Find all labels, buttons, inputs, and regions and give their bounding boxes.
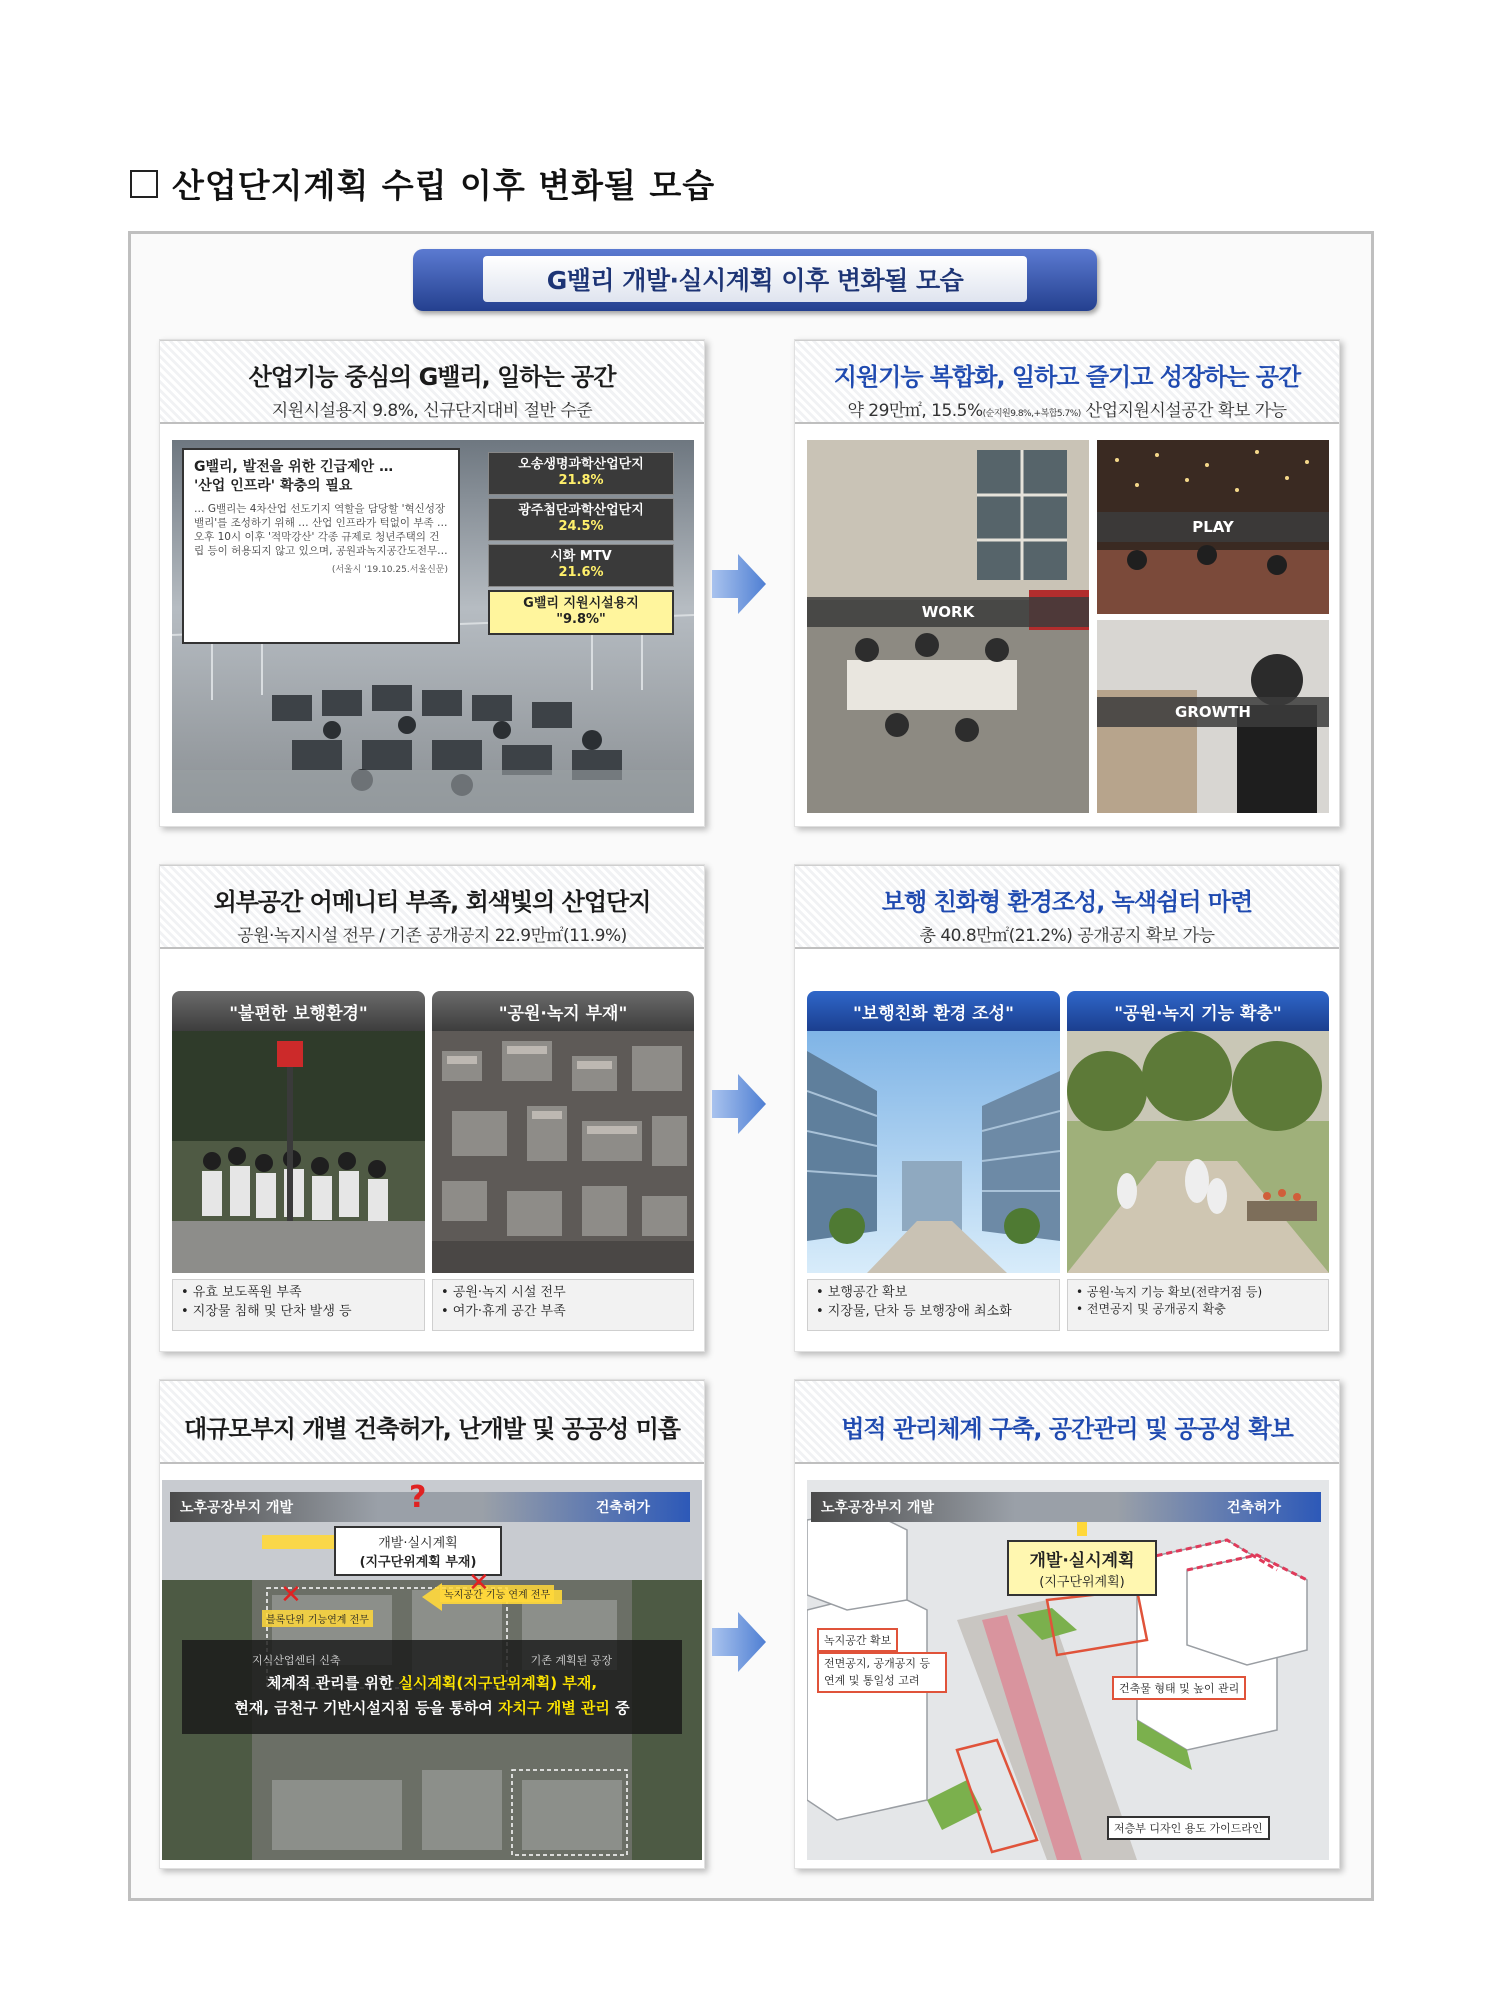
stat-name: 광주첨단과학산업단지 <box>518 503 644 518</box>
subtitle-area: 약 29만㎡, 15.5% <box>847 401 983 421</box>
plan-status: (지구단위계획) <box>1039 1575 1125 1590</box>
flow-end-label: 건축허가 <box>595 1500 650 1516</box>
caption-right: "공원·녹지 부재" <box>432 991 694 1031</box>
bullet-item: • 유효 보도폭원 부족 <box>181 1285 302 1300</box>
map-label-green: 녹지공간 기능 연계 전무 <box>440 1585 554 1602</box>
subtitle-desc: 산업지원시설공간 확보 가능 <box>1085 401 1287 421</box>
panel-header <box>160 865 704 949</box>
bullet-item: • 보행공간 확보 <box>816 1285 908 1300</box>
checkbox-icon <box>130 170 158 198</box>
panel-subtitle: 지원시설용지 9.8%, 신규단지대비 절반 수준 <box>271 401 593 421</box>
panel-title: 산업기능 중심의 G밸리, 일하는 공간 <box>248 363 616 391</box>
panel-before-2 <box>159 864 705 1352</box>
news-callout <box>182 448 460 644</box>
right-arrow-icon <box>712 1074 766 1134</box>
banner-title: G밸리 개발·실시계획 이후 변화될 모습 <box>483 256 1027 302</box>
label-open-space-link: 전면공지, 공개공지 등 연계 및 통일성 고려 <box>817 1652 947 1693</box>
note-text: 현재, 금천구 기반시설지침 등을 통하여 <box>234 1699 499 1718</box>
bullet-item: • 지장물 침해 및 단차 발생 등 <box>181 1303 352 1319</box>
callout-body: … G밸리는 4차산업 선도기지 역할을 담당할 '혁신성장밸리'를 조성하기 위해 … 산업 인프라가 턱없이 부족 … 오후 10시 이후 '적막강산' 각종 규제로 청년주택의 건립 등이 허용되지 않고 있으며, 공원과녹지공간도전무… <box>194 502 448 558</box>
note-highlight: 자치구 개별 관리 <box>498 1699 610 1718</box>
plan-label: 개발·실시계획 <box>1029 1551 1135 1571</box>
panel-header <box>160 340 704 424</box>
plan-status: (지구단위계획 부재) <box>359 1555 477 1570</box>
crowded-sidewalk-illustration <box>172 1031 425 1273</box>
stat-name: G밸리 지원시설용지 <box>523 596 639 611</box>
panel-before-3 <box>159 1379 705 1869</box>
stat-name: 오송생명과학산업단지 <box>518 457 644 472</box>
bullet-item: • 지장물, 단차 등 보행장애 최소화 <box>816 1303 1012 1319</box>
panel-before-1 <box>159 339 705 827</box>
label-building-form: 건축물 형태 및 높이 관리 <box>1112 1676 1246 1700</box>
tag-play: PLAY <box>1097 512 1329 542</box>
note-highlight: 실시계획(지구단위계획) 부재, <box>398 1673 598 1692</box>
flow-end-label: 건축허가 <box>1226 1500 1281 1516</box>
flow-start-label: 노후공장부지 개발 <box>821 1500 935 1516</box>
label-ground-guideline: 저층부 디자인 용도 가이드라인 <box>1107 1816 1270 1840</box>
stat-name: 시화 MTV <box>550 549 612 564</box>
pedestrian-street-illustration <box>807 1031 1060 1273</box>
bullet-list-left <box>172 1279 425 1331</box>
note-text: 체계적 관리를 위한 <box>266 1673 399 1692</box>
panel-header <box>795 865 1339 949</box>
label-green-space: 녹지공간 확보 <box>817 1628 898 1652</box>
caption-left: "보행친화 환경 조성" <box>807 991 1060 1031</box>
stat-item <box>488 452 674 495</box>
work-play-growth-collage <box>807 440 1329 813</box>
x-mark-icon: ✕ <box>280 1580 302 1610</box>
panel-header <box>160 1380 704 1464</box>
bullet-item: • 전면공지 및 공개공지 확충 <box>1076 1302 1226 1317</box>
green-park-illustration <box>1067 1031 1329 1273</box>
dense-city-illustration <box>432 1031 694 1273</box>
tag-growth: GROWTH <box>1097 697 1329 727</box>
bullet-item: • 공원·녹지 기능 확보(전략거점 등) <box>1076 1285 1263 1299</box>
panel-title: 대규모부지 개별 건축허가, 난개발 및 공공성 미흡 <box>184 1415 680 1443</box>
panel-title: 지원기능 복합화, 일하고 즐기고 성장하는 공간 <box>833 363 1301 391</box>
stat-value: "9.8%" <box>556 612 606 628</box>
right-arrow-icon <box>712 554 766 614</box>
subtitle-breakdown: (순지원9.8%,+복합5.7%) <box>982 409 1081 419</box>
callout-title-2: '산업 인프라' 확충의 필요 <box>194 477 353 494</box>
process-flow-bar <box>170 1492 690 1522</box>
caption-right: "공원·녹지 기능 확충" <box>1067 991 1329 1031</box>
stat-item <box>488 544 674 587</box>
caption-left: "불편한 보행환경" <box>172 991 425 1031</box>
panel-header <box>795 1380 1339 1464</box>
plan-label: 개발·실시계획 <box>378 1536 458 1551</box>
panel-subtitle: 총 40.8만㎡(21.2%) 공개공지 확보 가능 <box>919 926 1215 946</box>
panel-subtitle: 공원·녹지시설 전무 / 기존 공개공지 22.9만㎡(11.9%) <box>237 926 627 946</box>
banner <box>413 249 1097 311</box>
sidewalk-photo <box>172 1031 425 1273</box>
panel-header <box>795 340 1339 424</box>
problem-note <box>182 1640 682 1734</box>
tag-work: WORK <box>807 597 1089 627</box>
bullet-list-right <box>432 1279 694 1331</box>
panel-after-3 <box>794 1379 1340 1869</box>
panel-title: 법적 관리체계 구축, 공간관리 및 공공성 확보 <box>841 1415 1293 1443</box>
stat-value: 21.6% <box>558 565 604 581</box>
aerial-map-before <box>162 1480 702 1860</box>
map-label-block: 블록단위 기능연계 전무 <box>262 1610 373 1627</box>
aerial-photo <box>432 1031 694 1273</box>
process-flow-bar <box>811 1492 1321 1522</box>
question-mark-icon: ? <box>409 1480 427 1515</box>
stat-item-highlight <box>488 590 674 635</box>
stat-value: 21.8% <box>558 473 604 489</box>
bullet-item: • 공원·녹지 시설 전무 <box>441 1285 566 1300</box>
map-label-new: 지식산업센터 신축 <box>252 1654 341 1667</box>
note-text: 중 <box>609 1699 630 1718</box>
page-heading <box>130 160 715 207</box>
green-park-photo <box>1067 1031 1329 1273</box>
bullet-item: • 여가·휴게 공간 부족 <box>441 1303 566 1319</box>
bullet-list-right <box>1067 1279 1329 1331</box>
panel-title: 외부공간 어메니티 부족, 회색빛의 산업단지 <box>213 888 651 916</box>
stat-item <box>488 498 674 541</box>
figure-frame <box>128 231 1374 1901</box>
callout-source: (서울시 '19.10.25.서울신문) <box>331 565 448 576</box>
plan-box <box>1007 1540 1157 1596</box>
stat-value: 24.5% <box>558 519 604 535</box>
callout-title-1: G밸리, 발전을 위한 긴급제안 … <box>194 459 394 475</box>
bullet-list-left <box>807 1279 1060 1331</box>
right-arrow-icon <box>712 1612 766 1672</box>
panel-title: 보행 친화형 환경조성, 녹색쉼터 마련 <box>881 888 1253 916</box>
pedestrian-street-photo <box>807 1031 1060 1273</box>
page-title: 산업단지계획 수립 이후 변화될 모습 <box>172 166 716 205</box>
panel-subtitle <box>795 396 1339 421</box>
support-ratio-stats <box>488 452 674 640</box>
flow-start-label: 노후공장부지 개발 <box>180 1500 294 1516</box>
map-label-existing: 기존 계획된 공장 <box>530 1654 612 1667</box>
panel-after-1 <box>794 339 1340 827</box>
panel-after-2 <box>794 864 1340 1352</box>
x-mark-icon: ✕ <box>468 1568 490 1598</box>
district-plan-diagram <box>807 1480 1329 1860</box>
